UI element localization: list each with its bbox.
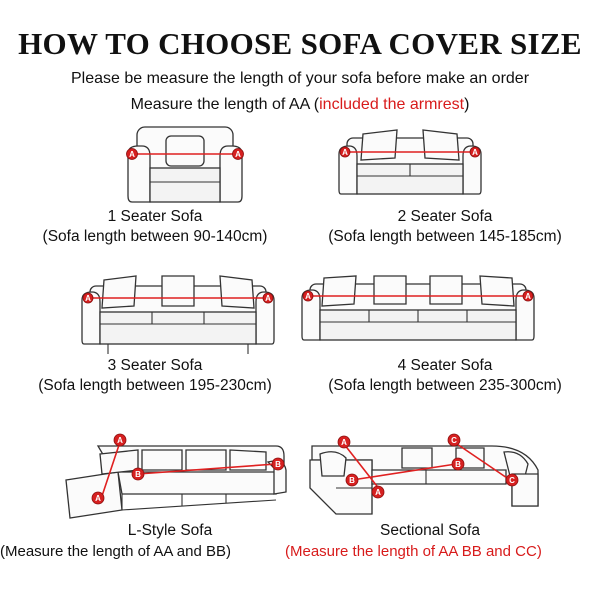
measure-highlight: included the armrest: [319, 96, 465, 113]
measure-instruction: [0, 96, 600, 114]
one-seater-sofa-illustration: [120, 124, 250, 206]
svg-text:A: A: [95, 494, 101, 503]
sofa-name: 1 Seater Sofa: [107, 208, 203, 225]
sofa-size: (Sofa length between 90-140cm): [42, 228, 268, 245]
sectional-size: (Measure the length of AA BB and CC): [285, 543, 542, 560]
svg-text:A: A: [265, 294, 271, 303]
sectional-name: Sectional Sofa: [380, 522, 480, 539]
svg-text:A: A: [117, 436, 123, 445]
svg-text:A: A: [341, 438, 347, 447]
two-seater-caption: [300, 207, 590, 247]
svg-text:A: A: [85, 294, 91, 303]
measure-suffix: ): [464, 96, 470, 113]
measure-prefix: Measure the length of AA (: [130, 96, 320, 113]
sofa-size: (Sofa length between 145-185cm): [328, 228, 562, 245]
three-seater-caption: [10, 356, 300, 396]
one-seater-caption: [10, 207, 300, 247]
svg-text:A: A: [235, 150, 241, 159]
four-seater-sofa-illustration: [298, 268, 538, 350]
svg-text:A: A: [305, 292, 311, 301]
svg-text:A: A: [342, 148, 348, 157]
sofa-name: 3 Seater Sofa: [107, 357, 203, 374]
svg-text:B: B: [349, 476, 355, 485]
sofa-size: (Sofa length between 195-230cm): [38, 377, 272, 394]
l-style-sofa-illustration: [58, 430, 290, 522]
svg-text:A: A: [129, 150, 135, 159]
sofa-name: 2 Seater Sofa: [397, 208, 493, 225]
four-seater-caption: [300, 356, 590, 396]
sofa-size: (Sofa length between 235-300cm): [328, 377, 562, 394]
svg-text:A: A: [375, 488, 381, 497]
svg-text:B: B: [275, 460, 281, 469]
l-style-name: L-Style Sofa: [127, 522, 213, 539]
svg-text:C: C: [451, 436, 457, 445]
two-seater-sofa-illustration: [335, 124, 485, 206]
sofa-name: 4 Seater Sofa: [397, 357, 493, 374]
svg-text:B: B: [455, 460, 461, 469]
svg-text:B: B: [135, 470, 141, 479]
svg-text:A: A: [472, 148, 478, 157]
page-title: HOW TO CHOOSE SOFA COVER SIZE: [18, 26, 582, 61]
svg-text:C: C: [509, 476, 515, 485]
svg-text:A: A: [525, 292, 531, 301]
l-style-size: (Measure the length of AA and BB): [0, 543, 231, 560]
sectional-sofa-illustration: [306, 430, 546, 522]
three-seater-sofa-illustration: [78, 268, 278, 358]
instruction-text: Please be measure the length of your sofa before make an order: [70, 70, 530, 87]
